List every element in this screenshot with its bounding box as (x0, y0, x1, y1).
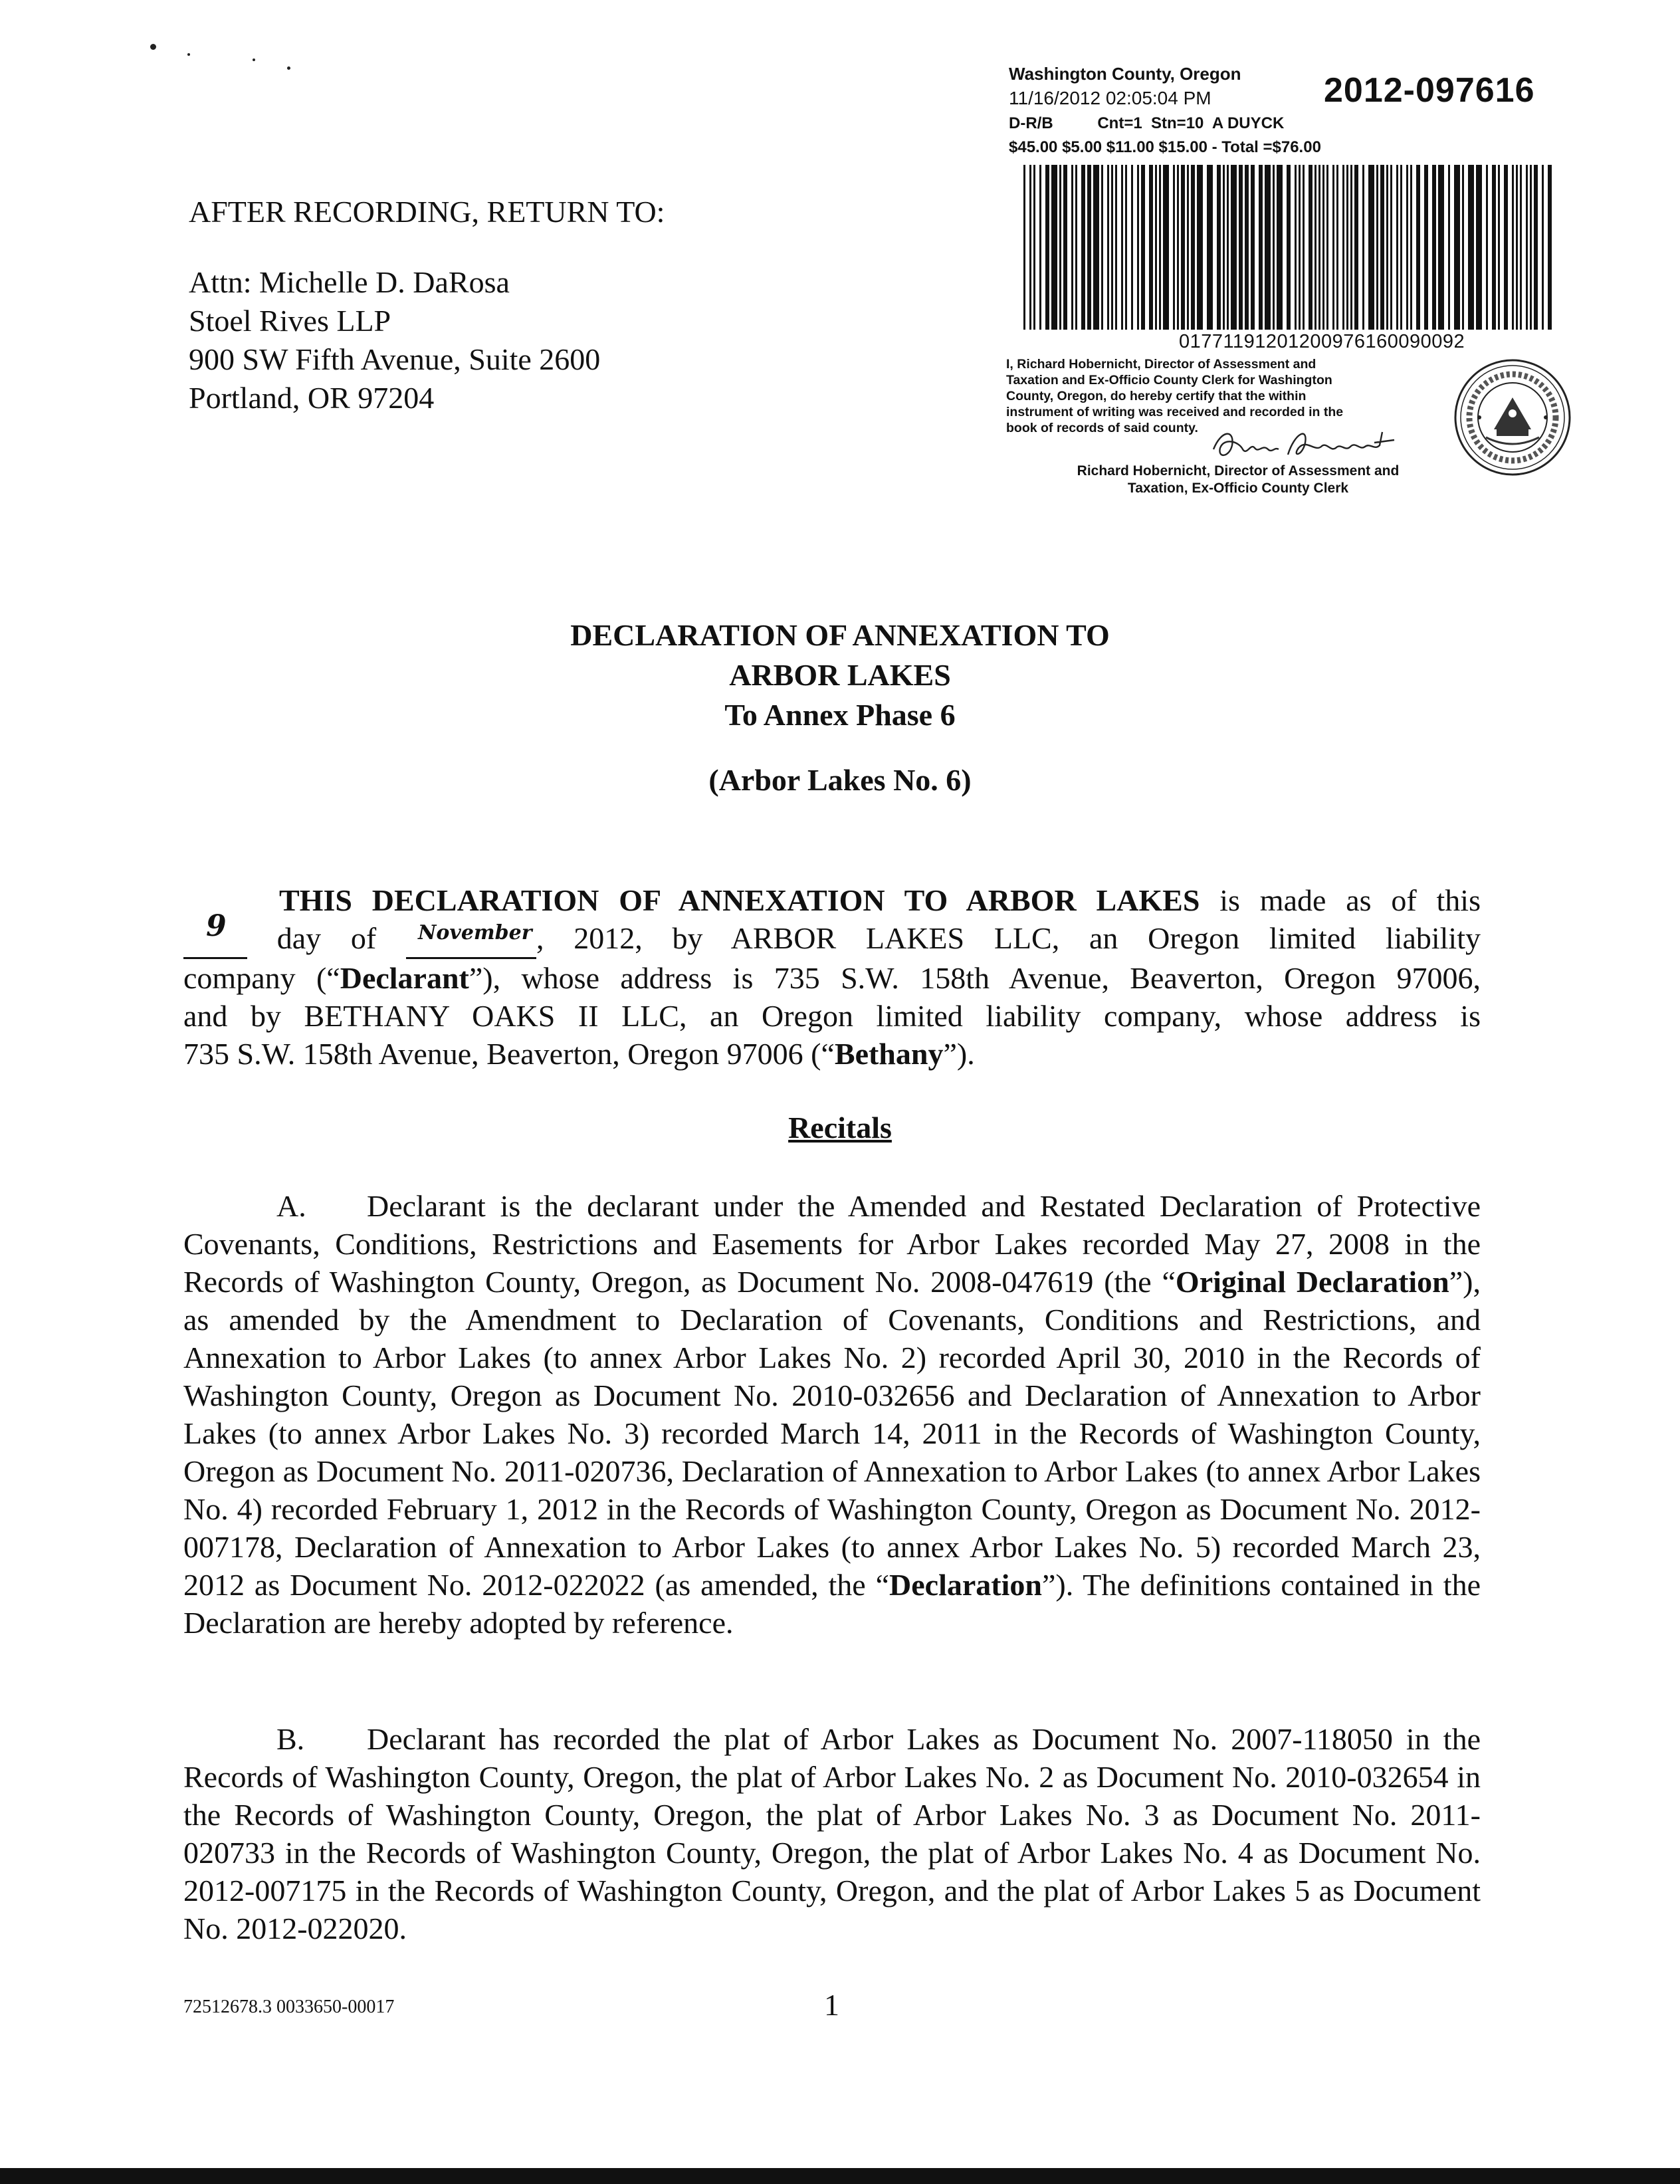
barcode-bar (1498, 165, 1500, 330)
lead-text: is made as of this (1200, 883, 1481, 917)
barcode-bar (1326, 165, 1328, 330)
barcode-bar (1029, 165, 1031, 330)
barcode-bar (1332, 165, 1334, 330)
barcode-bar (1486, 165, 1488, 330)
barcode-bar (1059, 165, 1061, 330)
barcode-bar (1454, 165, 1460, 330)
footer-document-id: 72512678.3 0033650-00017 (183, 1997, 395, 2017)
scan-edge (0, 2168, 1680, 2184)
barcode-bar (1390, 165, 1392, 330)
barcode-bar (1239, 165, 1243, 330)
barcode-bar (1424, 165, 1428, 330)
barcode-bar (1177, 165, 1179, 330)
barcode-bar (1354, 165, 1358, 330)
barcode-bar (1542, 165, 1544, 330)
barcode-bar (1039, 165, 1041, 330)
recital-text: Declarant has recorded the plat of Arbor Lakes as Document No. 2007-118050 in the Records of Washington County, Oregon, the plat of Arbor Lakes No. 2 as Document No. 2010-032654 in the Records of Washington County, Oregon, the plat of Arbor Lakes No. 3 as Document No. 2011-020733 in the Records of Washington County, Oregon, the plat of Arbor Lakes No. 4 as Document No. 2012-007175 in the Records of Washington County, Oregon, and the plat of Arbor Lakes 5 as Document No. 2012-022020. (183, 1722, 1481, 1945)
barcode-bar (1093, 165, 1099, 330)
barcode-bar (1516, 165, 1518, 330)
barcode-bar (1227, 165, 1229, 330)
stamp-datetime: 11/16/2012 02:05:04 PM (1009, 88, 1211, 108)
barcode-bar (1075, 165, 1077, 330)
barcode-bar (1207, 165, 1213, 330)
barcode-bar (1476, 165, 1482, 330)
barcode-bar (1400, 165, 1402, 330)
defined-term-original-declaration: Original Declaration (1175, 1265, 1449, 1299)
lead-paragraph (183, 881, 1481, 1073)
barcode-bar (1159, 165, 1161, 330)
lead-text: ”). (943, 1037, 975, 1071)
recital-b (183, 1720, 1481, 1947)
barcode-bar (1191, 165, 1195, 330)
lead-line-3 (183, 959, 1481, 997)
signer-line: Taxation, Ex-Officio County Clerk (1127, 481, 1349, 496)
barcode-bar (1265, 165, 1271, 330)
barcode-bar (1309, 165, 1312, 330)
title-subtitle: (Arbor Lakes No. 6) (708, 763, 972, 797)
recital-text: ”), as amended by the Amendment to Declaration of Covenants, Conditions and Restrictions, and Annexation to Arbor Lakes (to annex Arbor Lakes No. 2) recorded April 30, 2010 in the Records of Washington County, Oregon as Document No. 2010-032656 and Declaration of Annexation to Arbor Lakes (to annex Arbor Lakes No. 3) recorded March 14, 2011 in the Records of Washington County, Oregon as Document No. 2011-020736, Declaration of Annexation to Arbor Lakes (to annex Arbor Lakes No. 4) recorded February 1, 2012 in the Records of Washington County, Oregon as Document No. 2012-007178, Declaration of Annexation to Arbor Lakes (to annex Arbor Lakes No. 5) recorded March 23, 2012 as Document No. 2012-022022 (as amended, the “ (183, 1265, 1481, 1602)
barcode-bar (1492, 165, 1496, 330)
barcode-bar (1051, 165, 1057, 330)
handwritten-month: November (417, 921, 532, 944)
barcode-bar (1350, 165, 1352, 330)
barcode-bar (1406, 165, 1408, 330)
barcode-bar (1468, 165, 1474, 330)
barcode-bar (1512, 165, 1514, 330)
barcode-bar (1295, 165, 1297, 330)
barcode-bar (1063, 165, 1067, 330)
barcode-graphic (1023, 165, 1560, 330)
barcode-bar (1163, 165, 1169, 330)
certification-line: County, Oregon, do hereby certify that the within (1006, 389, 1307, 403)
barcode-bar (1410, 165, 1412, 330)
barcode-bar (1534, 165, 1538, 330)
page-number: 1 (824, 1988, 839, 2022)
barcode-bar (1141, 165, 1145, 330)
title-line: To Annex Phase 6 (724, 698, 956, 732)
barcode-bar (1081, 165, 1085, 330)
barcode-bar (1023, 165, 1025, 330)
recital-label: A. (276, 1189, 306, 1223)
return-address-line: Stoel Rives LLP (189, 304, 391, 338)
barcode-bar (1107, 165, 1109, 330)
lead-text: company (“ (183, 961, 340, 995)
recital-label: B. (276, 1722, 305, 1756)
return-address-block (189, 193, 665, 417)
defined-term-declarant: Declarant (340, 961, 469, 995)
barcode-bar (1149, 165, 1153, 330)
barcode-bar (1432, 165, 1436, 330)
stamp-codes: D-R/B Cnt=1 Stn=10 A DUYCK (1009, 114, 1285, 132)
barcode-bar (1197, 165, 1203, 330)
lead-line-5 (183, 1035, 1481, 1073)
return-address-line: 900 SW Fifth Avenue, Suite 2600 (189, 342, 601, 376)
barcode-bar (1462, 165, 1464, 330)
month-blank (406, 919, 536, 959)
county-seal-icon (1453, 358, 1572, 477)
barcode-bar (1181, 165, 1185, 330)
barcode-bar (1033, 165, 1035, 330)
barcode-bar (1155, 165, 1157, 330)
certification-line: instrument of writing was received and recorded in the (1006, 405, 1344, 419)
barcode-bar (1438, 165, 1444, 330)
barcode-bar (1314, 165, 1316, 330)
barcode-bar (1368, 165, 1374, 330)
lead-text: day of (247, 921, 406, 955)
barcode-bar (1131, 165, 1133, 330)
barcode-bar (1303, 165, 1305, 330)
return-address-line: Attn: Michelle D. DaRosa (189, 265, 510, 299)
certification-line: book of records of said county. (1006, 421, 1198, 435)
barcode-bar (1121, 165, 1123, 330)
lead-line-4: and by BETHANY OAKS II LLC, an Oregon limited liability company, whose address is (183, 999, 1481, 1033)
defined-term-bethany: Bethany (834, 1037, 944, 1071)
barcode-bar (1277, 165, 1283, 330)
barcode-bar (1322, 165, 1324, 330)
barcode-bar (1318, 165, 1320, 330)
barcode-bar (1125, 165, 1127, 330)
barcode-bar (1448, 165, 1450, 330)
scan-speck (187, 53, 190, 56)
barcode-bar (1071, 165, 1073, 330)
barcode-bar (1231, 165, 1237, 330)
return-address-line: Portland, OR 97204 (189, 381, 435, 415)
barcode-bar (1396, 165, 1398, 330)
barcode-bar (1259, 165, 1263, 330)
barcode-bar (1087, 165, 1091, 330)
document-title (0, 615, 1680, 800)
defined-term-declaration: Declaration (889, 1568, 1042, 1602)
handwritten-day: 9 (206, 909, 227, 943)
lead-line-2 (183, 909, 1481, 959)
barcode-number: 01771191201200976160090092 (1179, 331, 1465, 352)
barcode-bar (1137, 165, 1139, 330)
lead-bold-intro: THIS DECLARATION OF ANNEXATION TO ARBOR LAKES (279, 883, 1200, 917)
barcode-bar (1273, 165, 1275, 330)
barcode-bar (1173, 165, 1175, 330)
barcode-bar (1287, 165, 1291, 330)
scan-speck (253, 58, 255, 61)
scan-speck (150, 44, 156, 50)
lead-text: ”), whose address is 735 S.W. 158th Avenue, Beaverton, Oregon 97006, (469, 961, 1481, 995)
lead-text: 735 S.W. 158th Avenue, Beaverton, Oregon 97006 (“ (183, 1037, 835, 1071)
stamp-fees: $45.00 $5.00 $11.00 $15.00 - Total =$76.00 (1009, 138, 1321, 156)
signer-line: Richard Hobernicht, Director of Assessment and (1077, 463, 1400, 479)
recital-a (183, 1187, 1481, 1642)
title-line: DECLARATION OF ANNEXATION TO (570, 618, 1110, 652)
stamp-document-number: 2012-097616 (1324, 71, 1535, 110)
barcode-bar (1223, 165, 1225, 330)
barcode-bar (1362, 165, 1364, 330)
clerk-signer (1025, 463, 1451, 497)
barcode-bar (1111, 165, 1113, 330)
barcode-bar (1245, 165, 1249, 330)
barcode-bar (1520, 165, 1522, 330)
title-line: ARBOR LAKES (729, 658, 951, 692)
barcode-bar (1299, 165, 1301, 330)
day-blank (183, 909, 247, 959)
barcode-bar (1548, 165, 1552, 330)
barcode-bar (1504, 165, 1508, 330)
lead-text: , 2012, by ARBOR LAKES LLC, an Oregon limited liability (536, 921, 1481, 955)
barcode-bar (1187, 165, 1189, 330)
barcode-bar (1336, 165, 1338, 330)
return-heading: AFTER RECORDING, RETURN TO: (189, 195, 665, 229)
barcode-bar (1045, 165, 1049, 330)
recital-text: ”). The definitions contained in the Declaration are hereby adopted by reference. (183, 1568, 1481, 1640)
barcode-bar (1380, 165, 1384, 330)
lead-line-1 (183, 881, 1481, 919)
stamp-county: Washington County, Oregon (1009, 64, 1241, 84)
barcode-bar (1376, 165, 1378, 330)
barcode-bar (1342, 165, 1344, 330)
recital-text: Declarant is the declarant under the Amended and Restated Declaration of Protective Covenants, Conditions, Restrictions and Easements for Arbor Lakes recorded May 27, 2008 in the Records of Washington County, Oregon, as Document No. 2008-047619 (the “ (183, 1189, 1481, 1299)
barcode-bar (1115, 165, 1117, 330)
barcode-bar (1526, 165, 1528, 330)
certification-line: I, Richard Hobernicht, Director of Assessment and (1006, 357, 1316, 372)
recitals-heading: Recitals (788, 1111, 892, 1145)
barcode-bar (1386, 165, 1388, 330)
barcode-bar (1346, 165, 1348, 330)
barcode-bar (1530, 165, 1532, 330)
certification-line: Taxation and Ex-Officio County Clerk for Washington (1006, 373, 1332, 387)
barcode-bar (1416, 165, 1420, 330)
scan-speck (287, 66, 290, 70)
barcode-bar (1251, 165, 1255, 330)
barcode-bar (1217, 165, 1221, 330)
barcode-bar (1101, 165, 1103, 330)
